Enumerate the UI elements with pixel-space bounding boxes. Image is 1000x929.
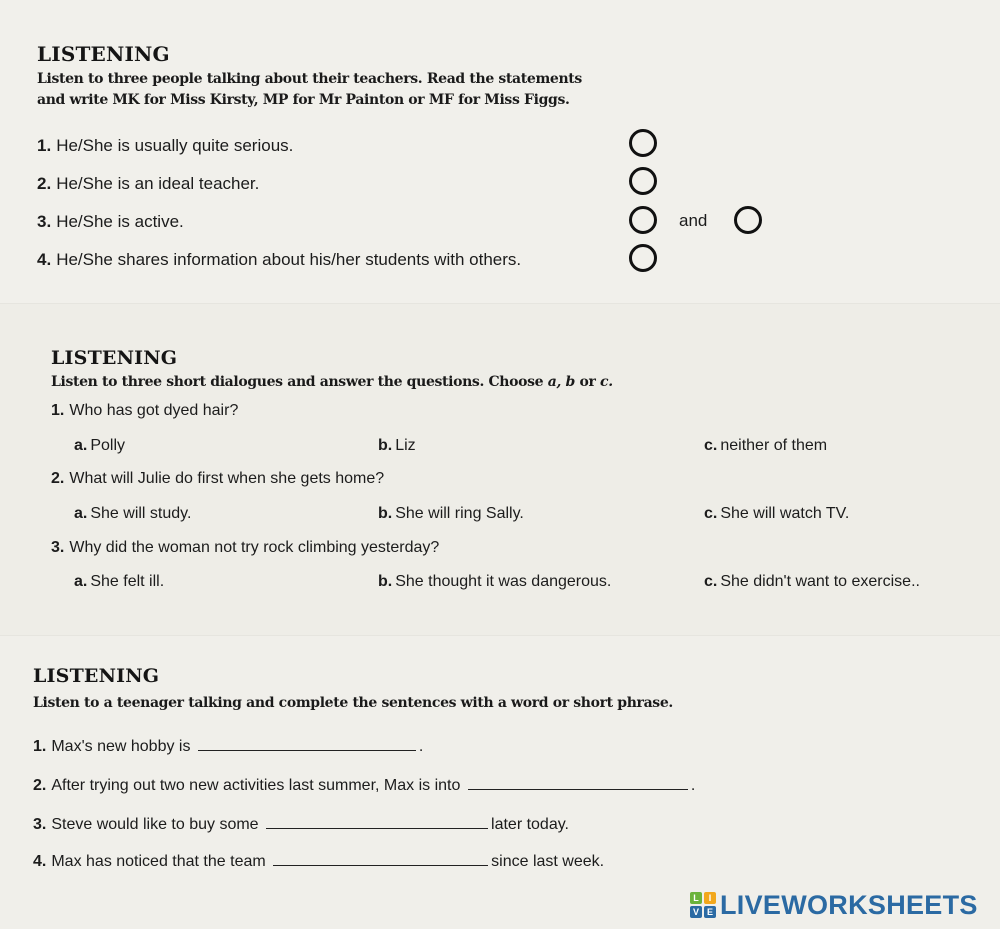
logo-text: LIVEWORKSHEETS — [720, 889, 978, 920]
answer-blank-1[interactable] — [198, 736, 416, 751]
item-text: He/She is an ideal teacher. — [56, 174, 260, 193]
item-text: He/She shares information about his/her students with others. — [56, 250, 522, 269]
statement-item — [37, 136, 293, 156]
answer-circle-3[interactable] — [629, 206, 657, 234]
instruction-line-2: and write MK for Miss Kirsty, MP for Mr Painton or MF for Miss Figgs. — [37, 92, 570, 108]
option-b[interactable]: b. Liz — [378, 437, 416, 454]
question: 2. What will Julie do first when she gets home? — [51, 470, 385, 487]
liveworksheets-logo-icon: L I V E — [690, 892, 716, 918]
section-dialogues — [0, 303, 1000, 635]
section-instruction: Listen to a teenager talking and complete the sentences with a word or short phrase. — [33, 695, 673, 711]
item-number: 2. — [37, 174, 52, 193]
answer-circle-3b[interactable] — [734, 206, 762, 234]
item-number: 3. — [37, 212, 52, 231]
sentence-item: 4. Max has noticed that the team since last week. — [33, 853, 605, 870]
statement-item — [37, 250, 521, 270]
answer-circle-2[interactable] — [629, 167, 657, 195]
section-heading: LISTENING — [51, 347, 178, 369]
option-b[interactable]: b. She will ring Sally. — [378, 505, 524, 522]
answer-blank-3[interactable] — [266, 814, 488, 829]
option-c[interactable]: c. neither of them — [704, 437, 828, 454]
section-instruction — [37, 69, 582, 111]
section-heading: LISTENING — [37, 42, 170, 66]
answer-blank-4[interactable] — [273, 851, 488, 866]
statement-item — [37, 174, 259, 194]
question: 3. Why did the woman not try rock climbing yesterday? — [51, 539, 440, 556]
instruction-line-1: Listen to three people talking about their teachers. Read the statements — [37, 71, 582, 87]
item-number: 4. — [37, 250, 52, 269]
option-a[interactable]: a. She felt ill. — [74, 573, 165, 590]
sentence-item: 2. After trying out two new activities last summer, Max is into . — [33, 777, 696, 794]
option-a[interactable]: a. Polly — [74, 437, 126, 454]
option-b[interactable]: b. She thought it was dangerous. — [378, 573, 612, 590]
section-instruction: Listen to three short dialogues and answer the questions. Choose a, b or c. — [51, 374, 613, 390]
section-heading: LISTENING — [33, 665, 160, 687]
answer-circle-1[interactable] — [629, 129, 657, 157]
liveworksheets-logo — [690, 889, 978, 921]
answer-circle-4[interactable] — [629, 244, 657, 272]
item-text: He/She is usually quite serious. — [56, 136, 294, 155]
statement-item — [37, 212, 184, 232]
answer-blank-2[interactable] — [468, 775, 688, 790]
sentence-item: 3. Steve would like to buy some later today. — [33, 816, 569, 833]
option-c[interactable]: c. She didn't want to exercise.. — [704, 573, 920, 590]
section-teachers — [0, 0, 1000, 303]
item-text: He/She is active. — [56, 212, 184, 231]
option-a[interactable]: a. She will study. — [74, 505, 192, 522]
option-c[interactable]: c. She will watch TV. — [704, 505, 850, 522]
section-teenager — [0, 635, 1000, 929]
sentence-item: 1. Max's new hobby is . — [33, 738, 424, 755]
question: 1. Who has got dyed hair? — [51, 402, 239, 419]
and-label: and — [679, 211, 708, 230]
item-number: 1. — [37, 136, 52, 155]
